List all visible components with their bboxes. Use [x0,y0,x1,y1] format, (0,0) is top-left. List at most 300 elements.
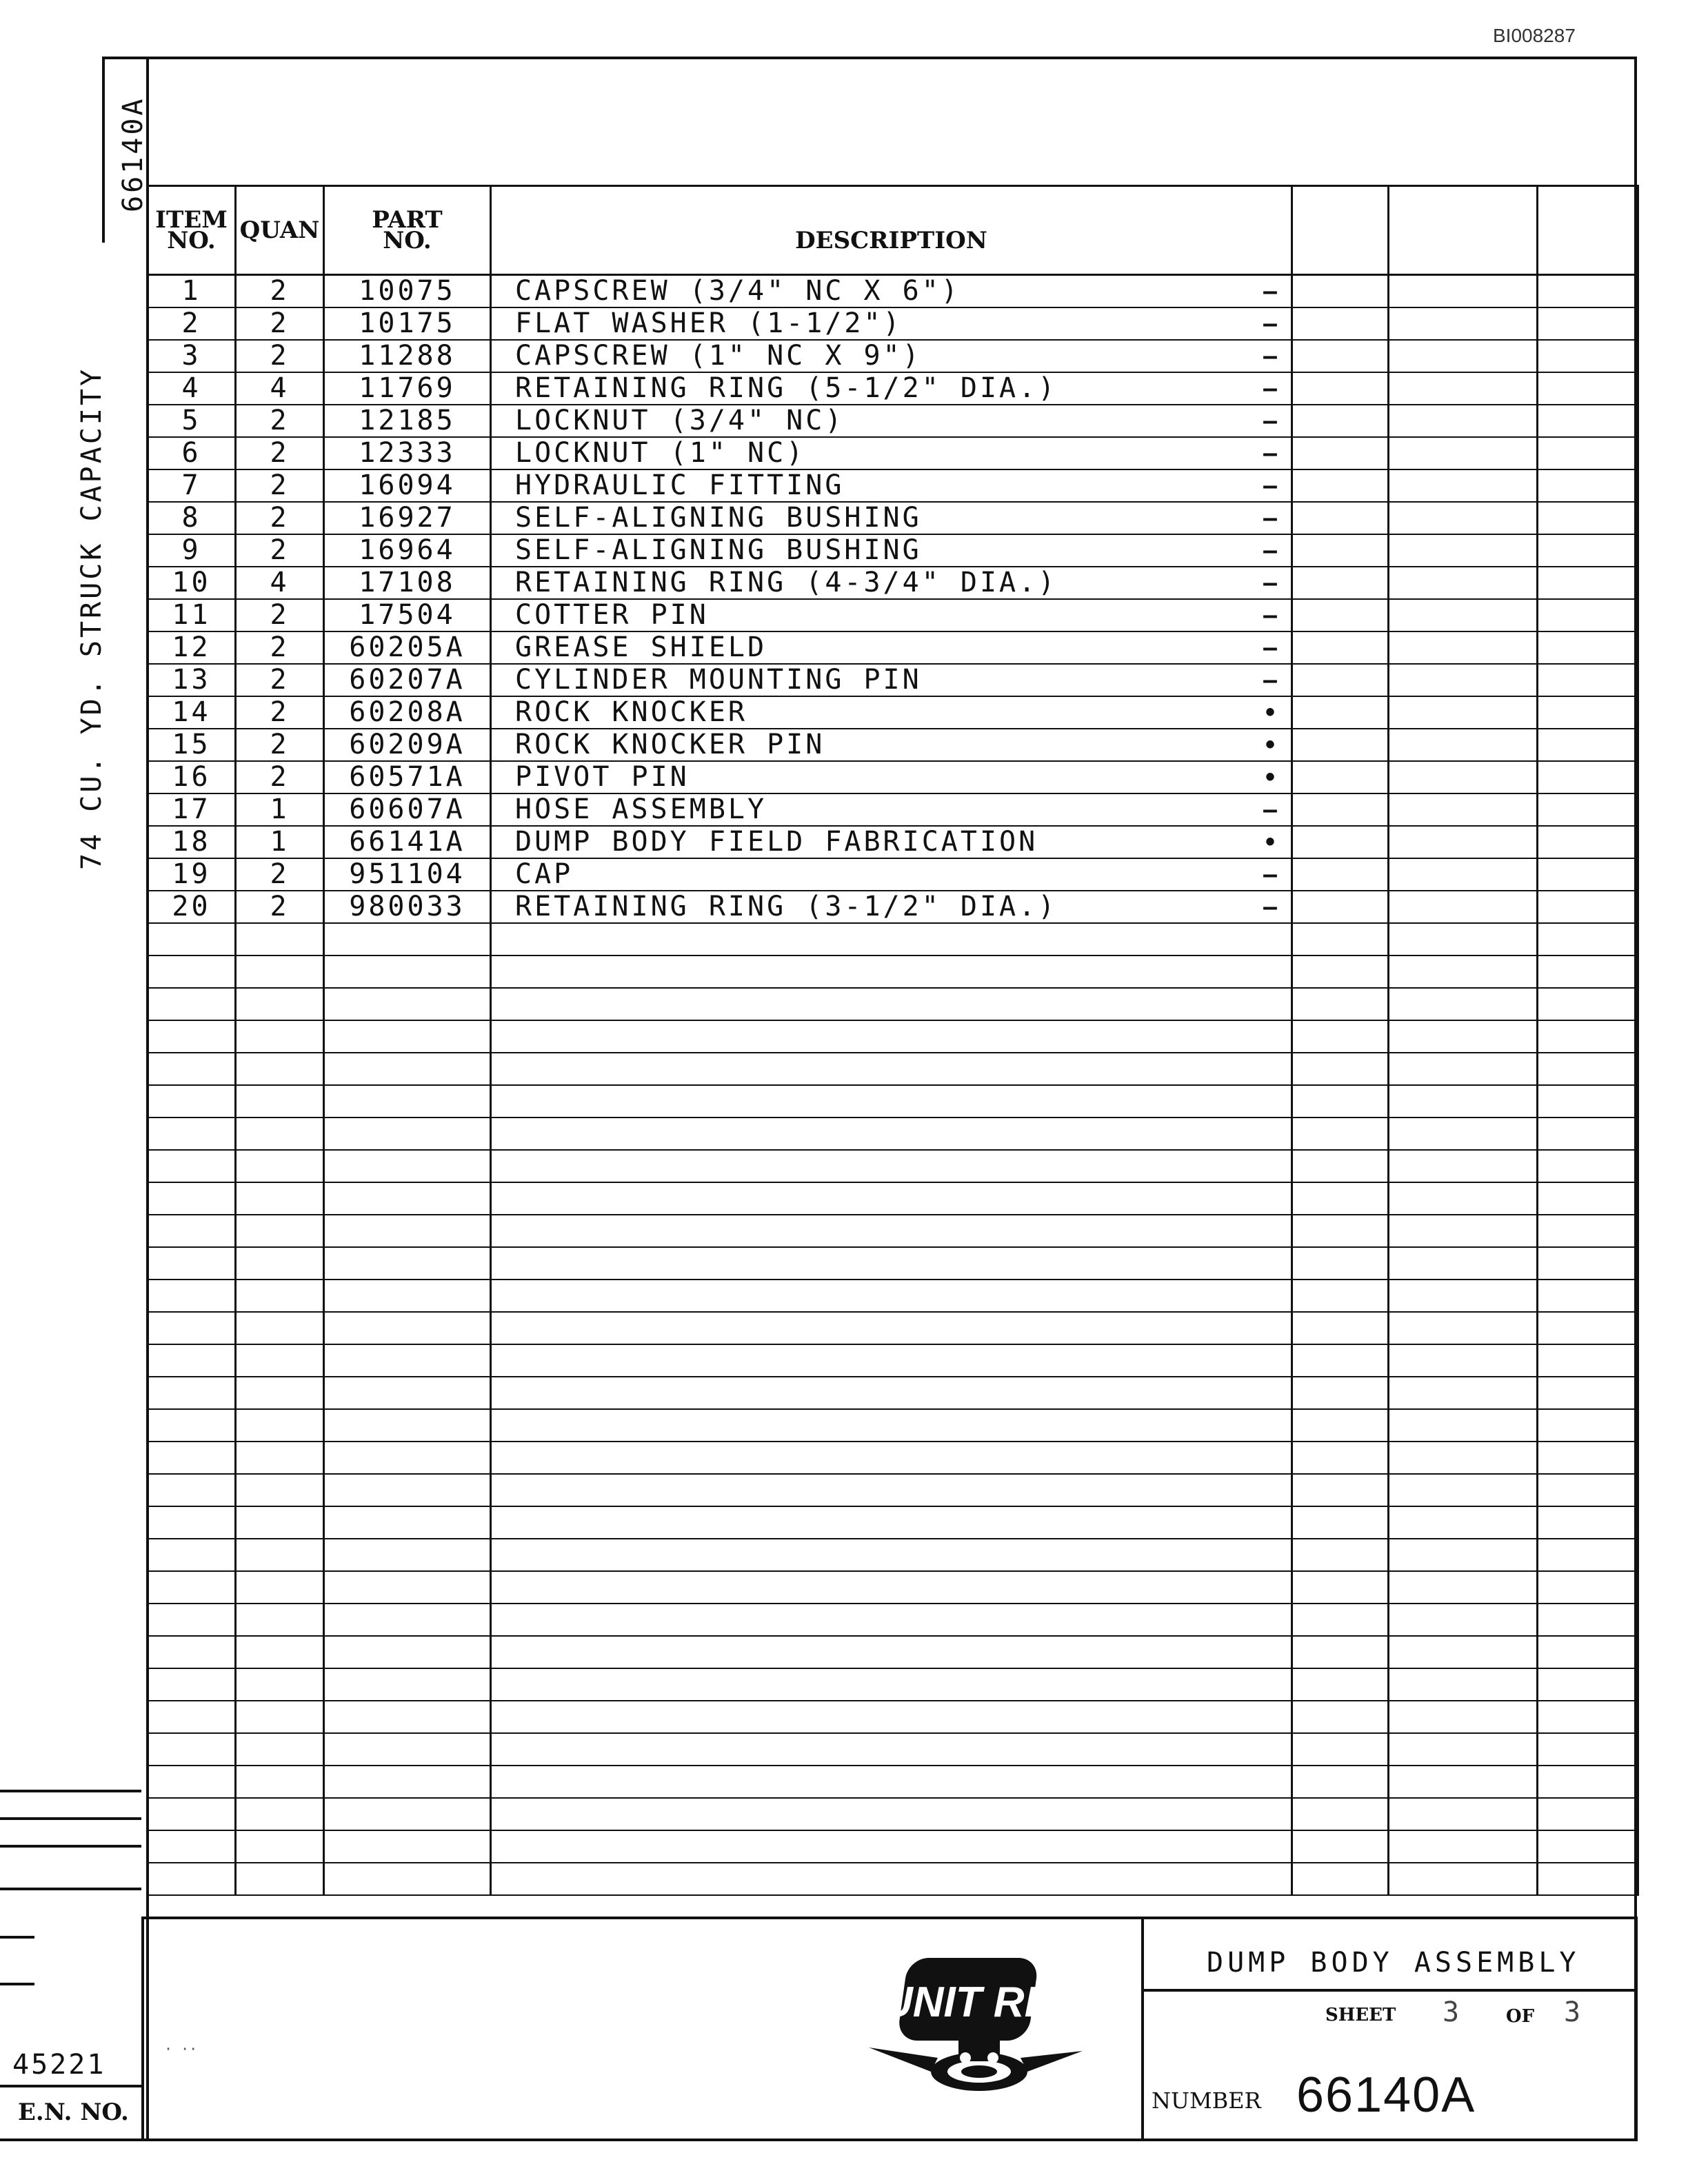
blank-table-row [148,1506,1638,1539]
item-no-cell: 12 [148,631,236,664]
blank-cell [1292,631,1389,664]
description-cell: CAPSCREW (3/4" NC X 6") – [491,275,1292,308]
quantity-cell: 2 [236,534,324,567]
blank-table-row [148,1798,1638,1830]
blank-cell [1292,469,1389,502]
quantity-cell [236,1798,324,1830]
item-no-cell: 7 [148,469,236,502]
part-no-cell: 11769 [324,372,491,405]
status-mark: • [1265,729,1275,760]
blank-cell [1389,664,1538,696]
quantity-cell [236,1636,324,1668]
quantity-cell [236,1442,324,1474]
description-cell: DUMP BODY FIELD FABRICATION • [491,826,1292,858]
item-no-cell [148,988,236,1020]
part-no-cell: 12185 [324,405,491,437]
blank-cell [1389,1733,1538,1766]
description-cell [491,1766,1292,1798]
header-row [148,186,1638,275]
blank-cell [1538,891,1638,923]
blank-cell [1389,599,1538,631]
blank-cell [1389,1571,1538,1604]
blank-cell [1538,1312,1638,1344]
part-no-cell [324,1668,491,1701]
sheet-label: SHEET [1325,2005,1396,2025]
item-no-cell [148,956,236,988]
status-mark: • [1265,827,1275,857]
item-no-cell: 19 [148,858,236,891]
blank-cell [1538,956,1638,988]
blank-cell [1389,1344,1538,1377]
table-row [148,891,1638,923]
blank-cell [1292,502,1389,534]
part-no-cell [324,923,491,956]
margin-tick [0,1936,34,1939]
quantity-cell: 2 [236,696,324,729]
blank-cell [1389,631,1538,664]
blank-cell [1538,761,1638,793]
title-divider [1141,1989,1638,1992]
description-cell [491,1280,1292,1312]
item-no-cell [148,1182,236,1215]
description-cell [491,1344,1292,1377]
blank-cell [1389,405,1538,437]
description-cell [491,988,1292,1020]
frame-tab-edge [102,57,105,243]
header-blank-3 [1538,186,1638,275]
blank-table-row [148,1636,1638,1668]
item-no-cell: 10 [148,567,236,599]
item-no-cell [148,1020,236,1053]
margin-rule [0,1888,141,1890]
description-cell: LOCKNUT (3/4" NC) – [491,405,1292,437]
table-row [148,437,1638,469]
blank-cell [1292,956,1389,988]
side-drawing-number: 66140A [117,96,149,212]
part-no-cell [324,1442,491,1474]
blank-cell [1389,729,1538,761]
table-row [148,307,1638,340]
blank-cell [1389,858,1538,891]
status-mark: – [1262,503,1278,533]
blank-table-row [148,1539,1638,1571]
blank-cell [1292,696,1389,729]
blank-cell [1292,826,1389,858]
blank-cell [1292,1118,1389,1150]
part-no-cell [324,1571,491,1604]
blank-table-row [148,1280,1638,1312]
blank-cell [1292,1020,1389,1053]
quantity-cell [236,1053,324,1085]
part-no-cell [324,1863,491,1895]
table-row [148,761,1638,793]
part-no-cell [324,1636,491,1668]
quantity-cell: 2 [236,340,324,372]
blank-cell [1538,1766,1638,1798]
quantity-cell [236,1863,324,1895]
table-row [148,793,1638,826]
description-cell [491,1733,1292,1766]
svg-text:UNIT RIG: UNIT RIG [881,1979,1070,2026]
blank-cell [1292,340,1389,372]
blank-cell [1538,567,1638,599]
blank-cell [1389,307,1538,340]
blank-cell [1389,1150,1538,1182]
blank-cell [1389,502,1538,534]
blank-cell [1292,1474,1389,1506]
description-cell [491,1409,1292,1442]
item-no-cell: 1 [148,275,236,308]
header-blank-2 [1389,186,1538,275]
drawing-number: 66140A [1296,2067,1476,2123]
item-no-cell [148,1798,236,1830]
quantity-cell: 1 [236,826,324,858]
item-no-cell: 14 [148,696,236,729]
item-no-cell: 5 [148,405,236,437]
part-no-cell [324,1539,491,1571]
quantity-cell [236,1766,324,1798]
blank-table-row [148,1733,1638,1766]
blank-cell [1389,923,1538,956]
blank-table-row [148,1150,1638,1182]
blank-cell [1538,1701,1638,1733]
blank-cell [1538,1182,1638,1215]
part-no-cell [324,1506,491,1539]
quantity-cell: 2 [236,891,324,923]
table-row [148,696,1638,729]
part-no-cell [324,956,491,988]
status-mark: – [1262,632,1278,663]
blank-table-row [148,1409,1638,1442]
blank-cell [1538,988,1638,1020]
blank-table-row [148,1344,1638,1377]
item-no-cell [148,1474,236,1506]
item-no-cell [148,1409,236,1442]
blank-table-row [148,1215,1638,1247]
item-no-cell [148,1215,236,1247]
quantity-cell [236,1506,324,1539]
quantity-cell: 2 [236,664,324,696]
description-cell: HYDRAULIC FITTING – [491,469,1292,502]
table-row [148,372,1638,405]
quantity-cell [236,1701,324,1733]
description-cell [491,956,1292,988]
description-cell [491,1863,1292,1895]
blank-cell [1292,1798,1389,1830]
margin-rule [0,2138,141,2141]
blank-cell [1538,1442,1638,1474]
blank-cell [1292,1247,1389,1280]
blank-cell [1538,1474,1638,1506]
blank-table-row [148,1377,1638,1409]
blank-cell [1292,1215,1389,1247]
part-no-cell: 17504 [324,599,491,631]
description-cell: CAP – [491,858,1292,891]
item-no-cell [148,1766,236,1798]
header-part-no: PART NO. [324,186,491,275]
table-row [148,405,1638,437]
quantity-cell [236,1247,324,1280]
quantity-cell: 2 [236,761,324,793]
quantity-cell [236,1215,324,1247]
status-mark: • [1265,697,1275,727]
blank-cell [1389,372,1538,405]
quantity-cell [236,1085,324,1118]
quantity-cell: 1 [236,793,324,826]
description-cell [491,1604,1292,1636]
description-cell: SELF-ALIGNING BUSHING – [491,502,1292,534]
blank-cell [1292,275,1389,308]
blank-cell [1389,761,1538,793]
blank-cell [1538,923,1638,956]
item-no-cell [148,923,236,956]
item-no-cell [148,1506,236,1539]
blank-cell [1389,1118,1538,1150]
blank-cell [1389,891,1538,923]
part-no-cell [324,1344,491,1377]
blank-cell [1538,826,1638,858]
description-cell: LOCKNUT (1" NC) – [491,437,1292,469]
quantity-cell: 2 [236,275,324,308]
blank-cell [1538,1344,1638,1377]
part-no-cell: 60205A [324,631,491,664]
blank-cell [1538,275,1638,308]
item-no-cell [148,1539,236,1571]
item-no-cell: 3 [148,340,236,372]
blank-cell [1389,1215,1538,1247]
quantity-cell: 2 [236,307,324,340]
item-no-cell [148,1733,236,1766]
blank-cell [1292,1766,1389,1798]
quantity-cell: 2 [236,502,324,534]
blank-cell [1389,275,1538,308]
blank-table-row [148,1571,1638,1604]
blank-cell [1292,1377,1389,1409]
status-mark: – [1262,276,1278,306]
blank-cell [1292,923,1389,956]
blank-cell [1538,405,1638,437]
table-row [148,502,1638,534]
blank-cell [1538,1506,1638,1539]
blank-cell [1538,1409,1638,1442]
blank-cell [1538,858,1638,891]
blank-cell [1292,405,1389,437]
blank-cell [1538,1053,1638,1085]
blank-cell [1538,664,1638,696]
status-mark: – [1262,859,1278,889]
part-no-cell: 60607A [324,793,491,826]
blank-cell [1538,1020,1638,1053]
quantity-cell [236,1830,324,1863]
header-quantity: QUAN [236,186,324,275]
blank-cell [1389,1636,1538,1668]
parts-list-table [146,185,1639,1896]
description-cell [491,1539,1292,1571]
blank-cell [1292,1571,1389,1604]
quantity-cell [236,1409,324,1442]
blank-cell [1389,1020,1538,1053]
blank-cell [1538,793,1638,826]
number-label: NUMBER [1152,2087,1261,2114]
blank-cell [1389,1863,1538,1895]
item-no-cell: 15 [148,729,236,761]
description-cell: GREASE SHIELD – [491,631,1292,664]
description-cell: COTTER PIN – [491,599,1292,631]
status-mark: – [1262,405,1278,436]
blank-cell [1292,1442,1389,1474]
part-no-cell [324,1150,491,1182]
table-row [148,275,1638,308]
blank-cell [1538,372,1638,405]
status-mark: – [1262,794,1278,825]
blank-cell [1389,1766,1538,1798]
blank-table-row [148,1474,1638,1506]
quantity-cell [236,1312,324,1344]
part-no-cell: 17108 [324,567,491,599]
part-no-cell: 60208A [324,696,491,729]
item-no-cell: 8 [148,502,236,534]
table-row [148,664,1638,696]
item-no-cell: 20 [148,891,236,923]
description-cell [491,1506,1292,1539]
blank-cell [1292,437,1389,469]
blank-cell [1538,696,1638,729]
description-cell: PIVOT PIN • [491,761,1292,793]
table-row [148,729,1638,761]
item-no-cell [148,1053,236,1085]
blank-cell [1292,1863,1389,1895]
side-title: 74 CU. YD. STRUCK CAPACITY [76,366,108,870]
quantity-cell: 2 [236,469,324,502]
blank-cell [1538,307,1638,340]
quantity-cell [236,1020,324,1053]
frame-tab [102,57,146,59]
part-no-cell [324,1247,491,1280]
margin-rule [0,2085,141,2087]
item-no-cell [148,1312,236,1344]
scan-speck: · ·· [164,2041,198,2057]
blank-cell [1292,307,1389,340]
part-no-cell [324,1766,491,1798]
status-mark: – [1262,600,1278,630]
blank-cell [1538,1280,1638,1312]
item-no-cell: 17 [148,793,236,826]
blank-cell [1538,729,1638,761]
description-cell [491,1636,1292,1668]
blank-cell [1538,534,1638,567]
status-mark: – [1262,470,1278,501]
blank-cell [1292,1830,1389,1863]
blank-cell [1389,988,1538,1020]
description-cell [491,1442,1292,1474]
quantity-cell [236,1182,324,1215]
status-mark: – [1262,308,1278,338]
part-no-cell [324,1312,491,1344]
status-mark: • [1265,762,1275,792]
table-row [148,340,1638,372]
engineering-notice-number: 45221 [12,2049,106,2081]
blank-cell [1389,1474,1538,1506]
status-mark: – [1262,891,1278,922]
blank-cell [1538,1863,1638,1895]
description-cell [491,1247,1292,1280]
quantity-cell [236,1150,324,1182]
blank-table-row [148,1766,1638,1798]
blank-cell [1389,1506,1538,1539]
item-no-cell [148,1247,236,1280]
quantity-cell: 4 [236,567,324,599]
part-no-cell: 980033 [324,891,491,923]
part-no-cell: 16964 [324,534,491,567]
blank-cell [1389,534,1538,567]
blank-cell [1538,502,1638,534]
header-item-no: ITEM NO. [148,186,236,275]
blank-cell [1292,1085,1389,1118]
blank-cell [1389,793,1538,826]
blank-table-row [148,1668,1638,1701]
blank-cell [1538,1215,1638,1247]
status-mark: – [1262,438,1278,468]
blank-table-row [148,1247,1638,1280]
item-no-cell: 13 [148,664,236,696]
quantity-cell: 2 [236,599,324,631]
quantity-cell [236,1604,324,1636]
blank-cell [1538,1668,1638,1701]
description-cell: CYLINDER MOUNTING PIN – [491,664,1292,696]
description-cell: HOSE ASSEMBLY – [491,793,1292,826]
part-no-cell: 66141A [324,826,491,858]
blank-cell [1538,1733,1638,1766]
item-no-cell [148,1344,236,1377]
description-cell: FLAT WASHER (1-1/2") – [491,307,1292,340]
item-no-cell [148,1863,236,1895]
status-mark: – [1262,535,1278,565]
status-mark: – [1262,373,1278,403]
description-cell [491,1830,1292,1863]
description-cell [491,1182,1292,1215]
blank-cell [1389,1830,1538,1863]
blank-cell [1292,1344,1389,1377]
blank-table-row [148,1830,1638,1863]
item-no-cell [148,1280,236,1312]
blank-table-row [148,1701,1638,1733]
description-cell [491,923,1292,956]
quantity-cell [236,923,324,956]
description-cell [491,1053,1292,1085]
part-no-cell: 16094 [324,469,491,502]
blank-cell [1538,1636,1638,1668]
quantity-cell [236,1571,324,1604]
part-no-cell [324,1830,491,1863]
blank-cell [1389,1280,1538,1312]
blank-cell [1389,437,1538,469]
blank-cell [1389,469,1538,502]
blank-cell [1292,988,1389,1020]
part-no-cell: 16927 [324,502,491,534]
description-cell: ROCK KNOCKER PIN • [491,729,1292,761]
blank-cell [1538,1085,1638,1118]
blank-cell [1292,891,1389,923]
part-no-cell: 10075 [324,275,491,308]
part-no-cell: 951104 [324,858,491,891]
table-row [148,469,1638,502]
item-no-cell [148,1442,236,1474]
blank-cell [1292,1053,1389,1085]
blank-cell [1389,1182,1538,1215]
description-cell [491,1377,1292,1409]
part-no-cell: 60207A [324,664,491,696]
description-cell [491,1150,1292,1182]
